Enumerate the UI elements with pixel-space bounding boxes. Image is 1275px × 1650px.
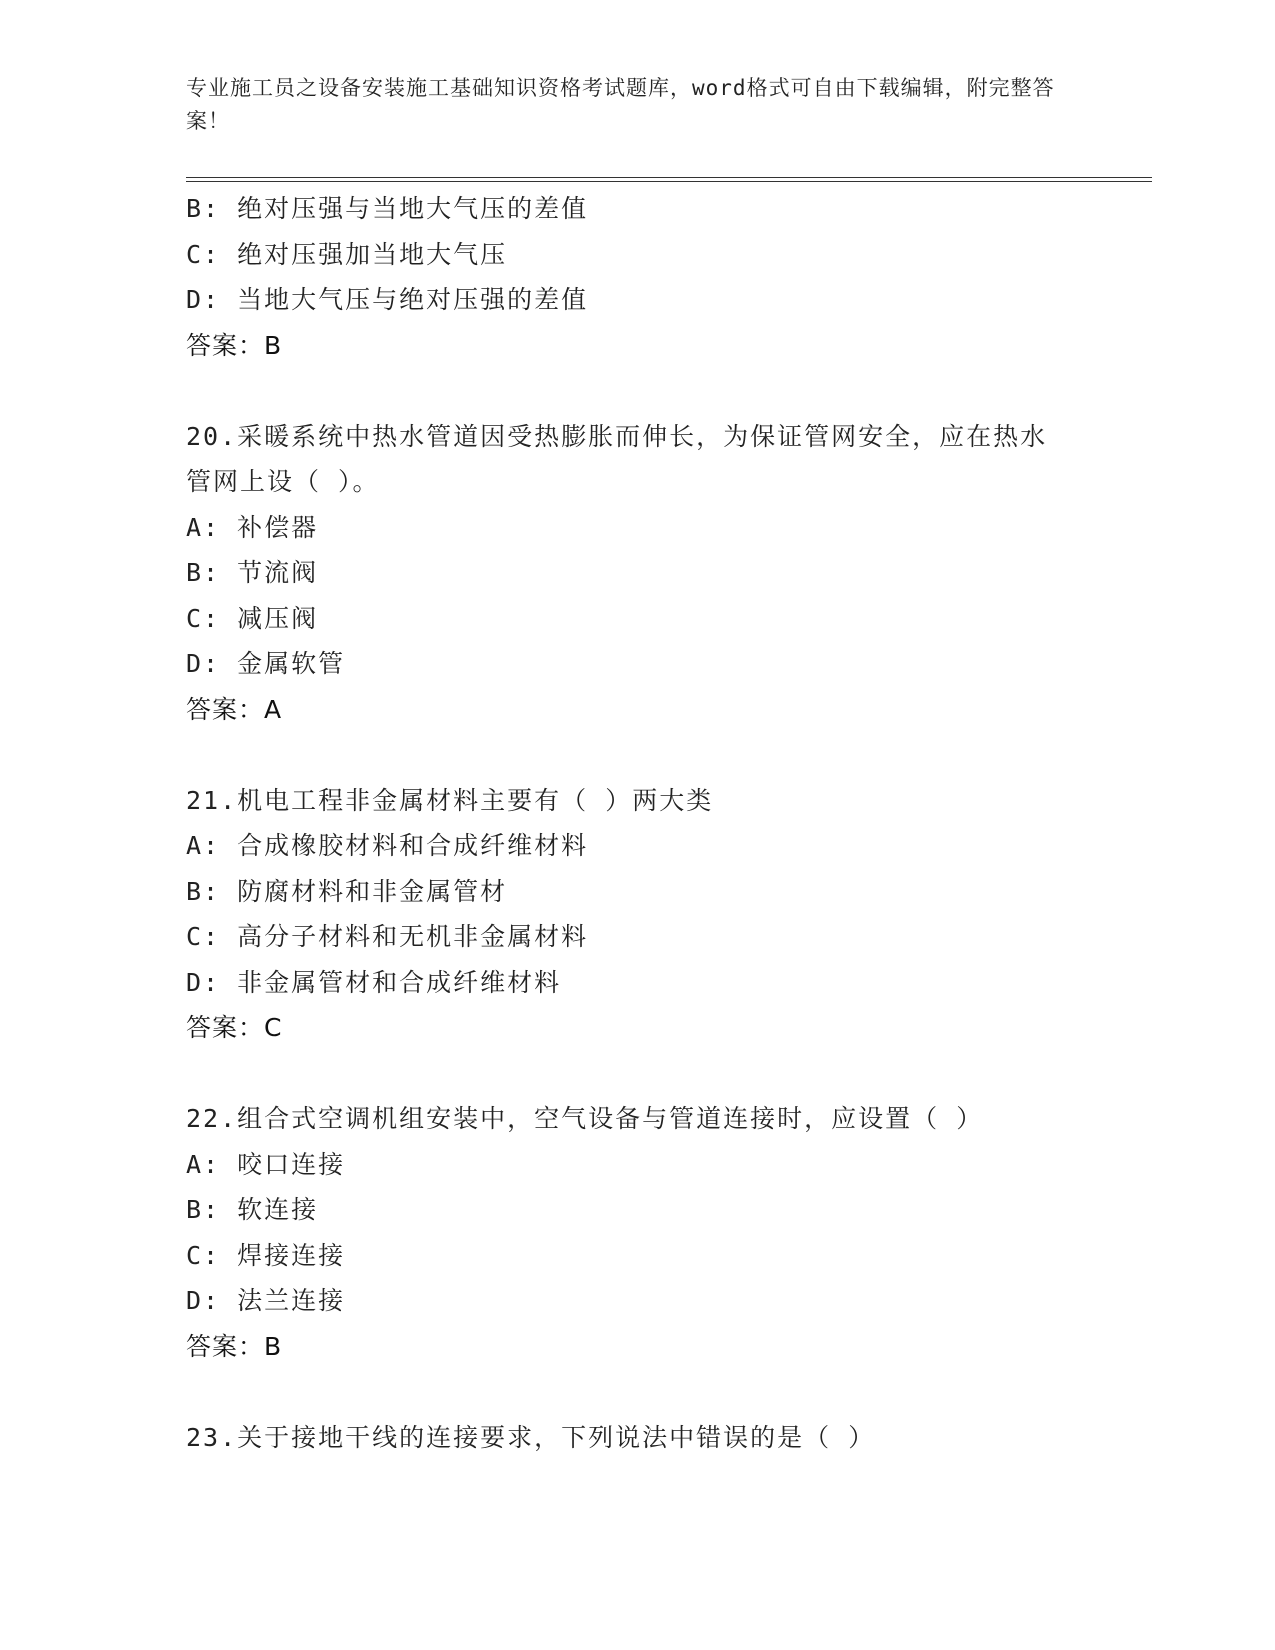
question-list	[186, 186, 1086, 1460]
option-c: C: 高分子材料和无机非金属材料	[186, 922, 589, 951]
option-d: D: 非金属管材和合成纤维材料	[186, 967, 562, 997]
option-a: A: 合成橡胶材料和合成纤维材料	[186, 831, 589, 860]
option-c: C: 焊接连接	[186, 1240, 346, 1270]
option-b: B: 防腐材料和非金属管材	[186, 876, 508, 906]
option-b: B: 软连接	[186, 1195, 319, 1224]
answer: 答案：B	[186, 1331, 283, 1361]
answer: 答案：A	[186, 694, 283, 724]
header-rule-top	[186, 177, 1152, 178]
option-d: D: 当地大气压与绝对压强的差值	[186, 285, 589, 314]
answer: 答案：B	[186, 330, 283, 360]
question-20	[186, 414, 1086, 733]
question-text: 20.采暖系统中热水管道因受热膨胀而伸长，为保证管网安全，应在热水管网上设（ ）。	[186, 421, 1048, 496]
question-text: 23.关于接地干线的连接要求，下列说法中错误的是（ ）	[186, 1422, 876, 1452]
question-22	[186, 1096, 1086, 1369]
question-21	[186, 778, 1086, 1051]
question-19-continued	[186, 186, 1086, 368]
answer: 答案：C	[186, 1013, 283, 1042]
document-header: 专业施工员之设备安装施工基础知识资格考试题库，word格式可自由下载编辑，附完整答案！	[186, 76, 1055, 133]
option-b: B: 节流阀	[186, 558, 319, 587]
option-d: D: 金属软管	[186, 649, 346, 678]
question-text: 21.机电工程非金属材料主要有（ ）两大类	[186, 785, 714, 815]
option-c: C: 绝对压强加当地大气压	[186, 239, 508, 269]
question-23	[186, 1415, 1086, 1461]
question-text: 22.组合式空调机组安装中，空气设备与管道连接时，应设置（ ）	[186, 1104, 984, 1133]
option-a: A: 补偿器	[186, 512, 319, 542]
option-d: D: 法兰连接	[186, 1286, 346, 1315]
option-b: B: 绝对压强与当地大气压的差值	[186, 194, 589, 223]
option-a: A: 咬口连接	[186, 1149, 346, 1179]
header-rule-bottom	[186, 181, 1152, 182]
option-c: C: 减压阀	[186, 603, 319, 633]
